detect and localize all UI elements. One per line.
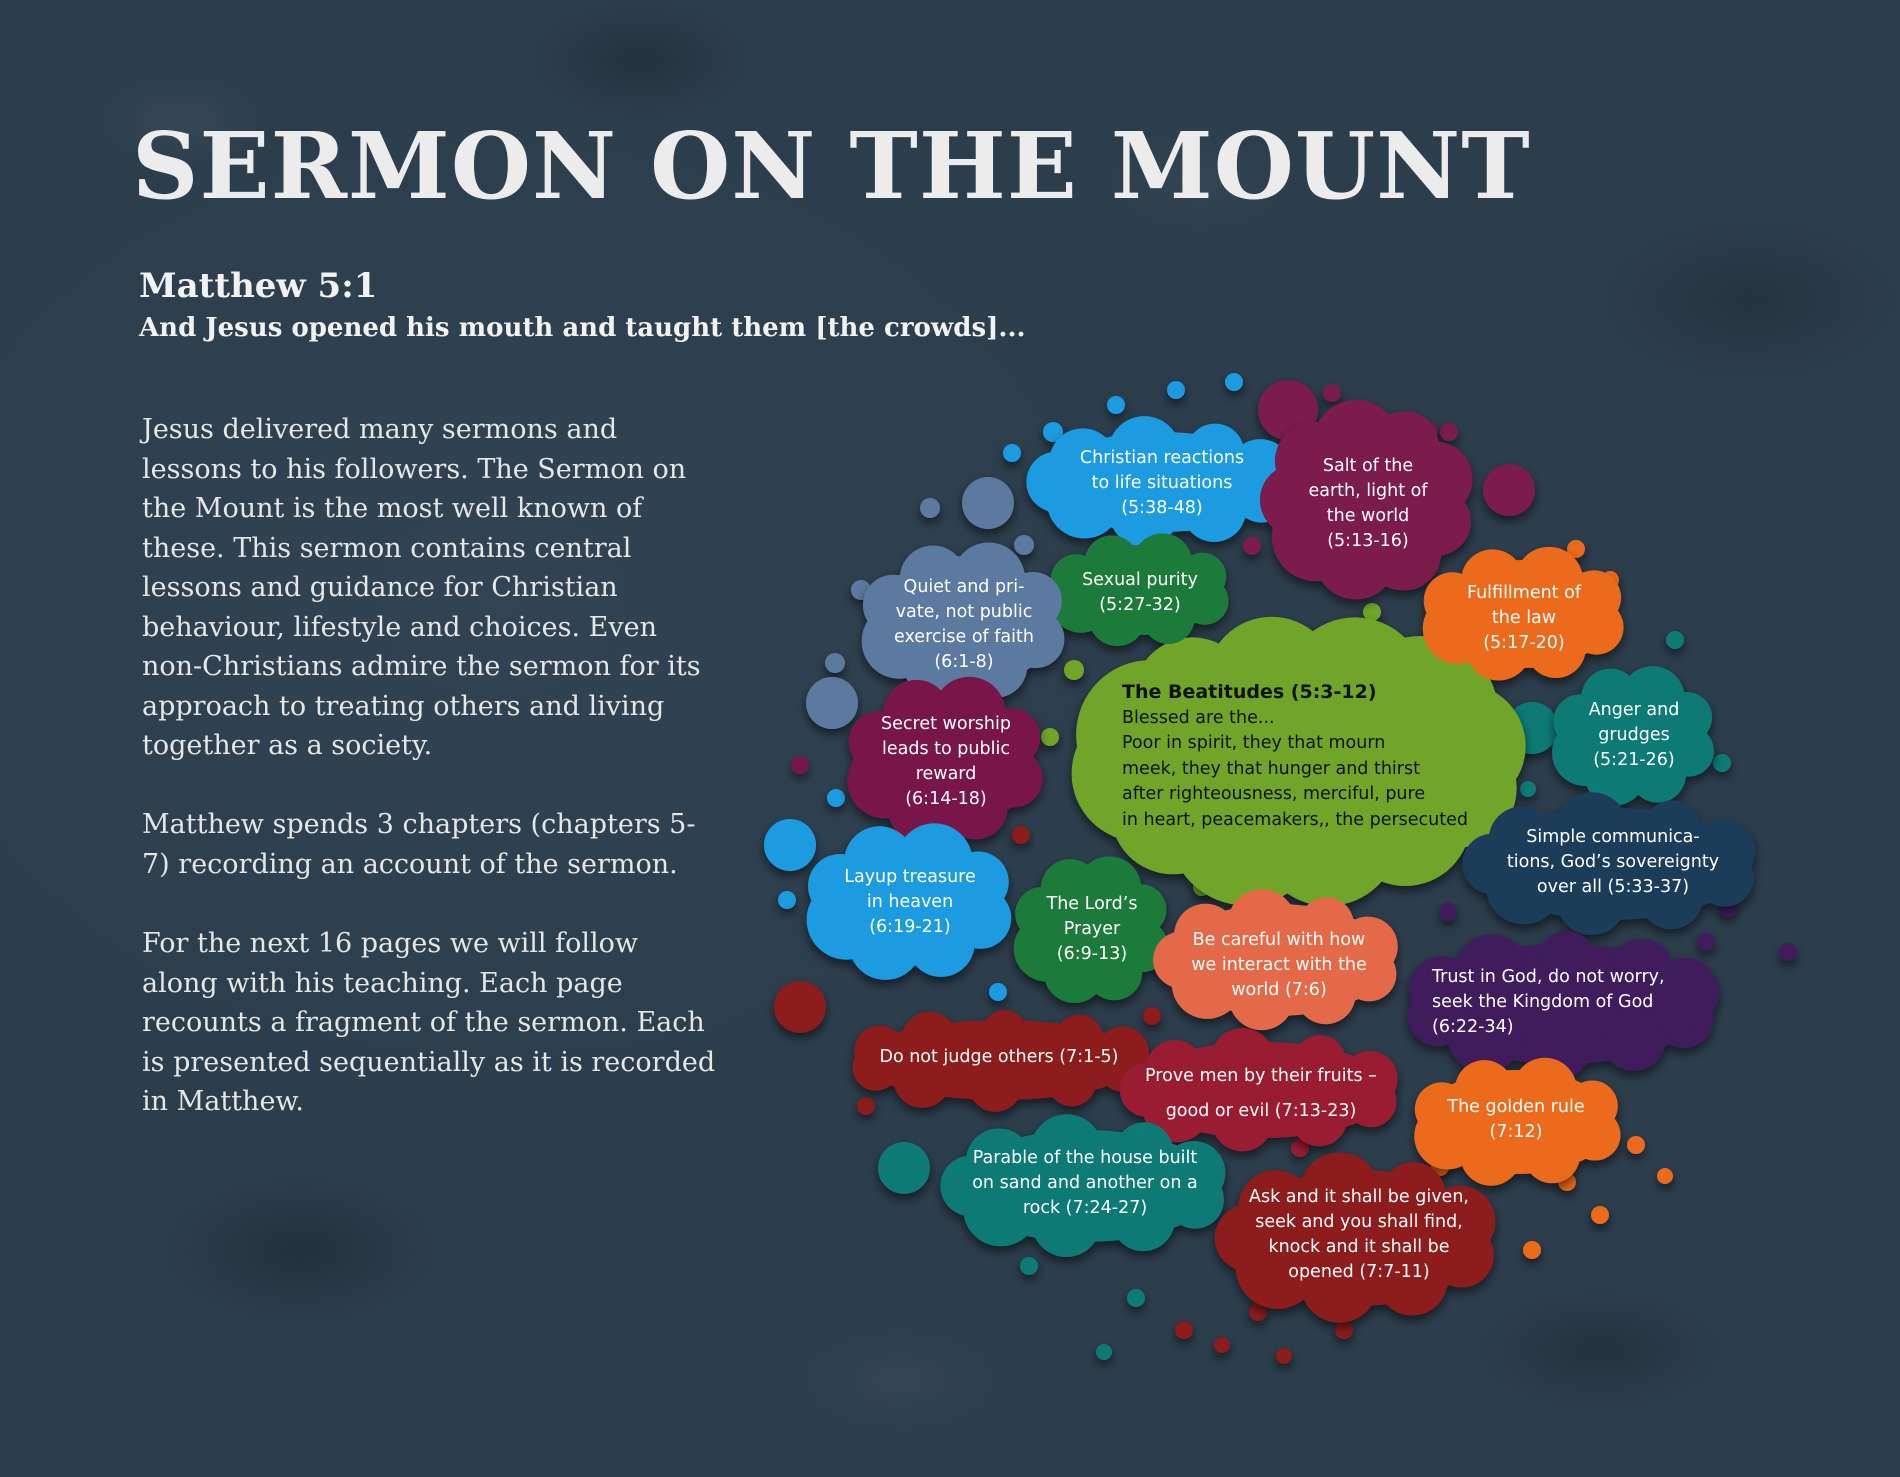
decorative-dot: [1127, 1289, 1145, 1307]
bubble-simple-communications: [1478, 825, 1748, 900]
decorative-dot: [1020, 1257, 1038, 1275]
bubble-fulfillment-law: [1440, 581, 1608, 656]
scripture-reference: Matthew 5:1: [139, 266, 378, 306]
decorative-dot: [1440, 423, 1458, 441]
bubble-line: in heaven: [866, 892, 954, 912]
decorative-dot: [1096, 1344, 1112, 1360]
decorative-dot: [1167, 381, 1185, 399]
bubble-line: Layup treasure: [844, 867, 976, 887]
beatitudes-line: Poor in spirit, they that mourn: [1122, 733, 1386, 753]
decorative-dot: [778, 891, 796, 909]
beatitudes-title: The Beatitudes (5:3-12): [1122, 681, 1377, 703]
bubble-line: (5:27-32): [1099, 595, 1181, 615]
bubble-line: exercise of faith: [894, 627, 1034, 647]
bubble-line: the law: [1491, 608, 1557, 628]
bubble-line: Secret worship: [881, 714, 1011, 734]
bubble-line: to life situations: [1091, 473, 1233, 493]
page-title: SERMON ON THE MOUNT: [132, 112, 1531, 220]
bubble-line: earth, light of: [1308, 481, 1428, 501]
decorative-dot: [962, 477, 1014, 529]
decorative-dot: [920, 498, 940, 518]
decorative-dot: [1276, 1348, 1292, 1364]
bubble-line: (6:9-13): [1056, 944, 1128, 964]
beatitudes-line: after righteousness, merciful, pure: [1122, 784, 1426, 804]
bubble-quiet-private: [876, 575, 1052, 675]
beatitudes-line: in heart, peacemakers,, the persecuted: [1122, 809, 1469, 830]
bubble-salt-light: [1282, 454, 1454, 554]
decorative-dot: [774, 981, 826, 1033]
bubble-line: (6:1-8): [934, 652, 994, 672]
decorative-dot: [1175, 1321, 1193, 1339]
bubble-line: world (7:6): [1231, 980, 1327, 1000]
decorative-dot: [1779, 943, 1797, 961]
decorative-dot: [1064, 660, 1084, 680]
bubble-ask-given: [1234, 1185, 1484, 1285]
decorative-dot: [1335, 1321, 1353, 1339]
bubble-line: Simple communica-: [1526, 827, 1700, 847]
decorative-dot: [1323, 384, 1341, 402]
bubble-line: seek and you shall find,: [1255, 1212, 1463, 1232]
decorative-dot: [1697, 933, 1715, 951]
decorative-dot: [791, 756, 809, 774]
bubble-line: good or evil (7:13-23): [1165, 1101, 1357, 1121]
decorative-dot: [1483, 464, 1535, 516]
decorative-dot: [1523, 1241, 1541, 1259]
bubble-line: tions, God’s sovereignty: [1506, 852, 1720, 872]
bubble-line: over all (5:33-37): [1536, 877, 1690, 897]
bubble-do-not-judge: [872, 1045, 1126, 1070]
bubble-line: Trust in God, do not worry,: [1432, 967, 1665, 987]
bubble-line: (5:21-26): [1593, 750, 1675, 770]
bubble-parable-house: [960, 1146, 1210, 1221]
beatitudes-text: [1122, 680, 1482, 833]
bubble-be-careful: [1174, 928, 1384, 1003]
chapters-paragraph: Matthew spends 3 chapters (chapters 5-7) recording an account of the sermon.: [142, 809, 696, 880]
bubble-line: opened (7:7-11): [1288, 1262, 1430, 1282]
next-pages-paragraph: For the next 16 pages we will follow along with his teaching. Each page recounts a fragment of the sermon. Each is presented sequentially as it is recorded in Matthew.: [142, 928, 716, 1117]
bubble-line: (6:19-21): [869, 917, 951, 937]
bubble-secret-worship: [862, 712, 1030, 812]
decorative-dot: [1003, 444, 1021, 462]
bubble-line: Parable of the house built: [972, 1148, 1198, 1168]
decorative-dot: [1041, 728, 1059, 746]
decorative-dot: [857, 1097, 875, 1115]
decorative-dot: [1520, 781, 1536, 797]
bubble-line: Sexual purity: [1082, 570, 1198, 590]
bubble-line: (5:13-16): [1327, 531, 1409, 551]
bubble-layup-treasure: [820, 865, 1000, 940]
decorative-dot: [1012, 826, 1030, 844]
bubble-line: Prove men by their fruits –: [1145, 1066, 1377, 1086]
beatitudes-line: Blessed are the...: [1122, 707, 1275, 728]
bubble-line: (6:14-18): [905, 789, 987, 809]
decorative-dot: [1591, 1206, 1609, 1224]
decorative-dot: [1214, 1337, 1230, 1353]
bubble-line: knock and it shall be: [1268, 1237, 1450, 1257]
decorative-dot: [1666, 631, 1684, 649]
decorative-dot: [825, 653, 845, 673]
bubble-line: Christian reactions: [1079, 448, 1245, 468]
bubble-line: reward: [915, 764, 977, 784]
bubble-line: Fulfillment of: [1466, 583, 1581, 603]
bubble-line: (6:22-34): [1432, 1017, 1514, 1037]
decorative-dot: [1243, 537, 1261, 555]
bubble-prove-men: [1136, 1059, 1386, 1129]
bubble-line: Quiet and pri-: [903, 577, 1025, 597]
decorative-dot: [878, 1142, 930, 1194]
decorative-dot: [1014, 535, 1034, 555]
bubble-line: (5:38-48): [1121, 498, 1203, 518]
bubble-line: vate, not public: [895, 602, 1033, 622]
bubble-line: (5:17-20): [1483, 633, 1565, 653]
bubble-line: Ask and it shall be given,: [1249, 1187, 1469, 1207]
decorative-dot: [806, 677, 858, 729]
bubble-lords-prayer: [1032, 892, 1152, 967]
intro-paragraph: Jesus delivered many sermons and lessons to his followers. The Sermon on the Mount is the most well known of these. This sermon contains central lessons and guidance for Christian behaviour, lifestyle and choices. Even non-Christians admire the sermon for its approach to treating others and living together as a society.: [142, 414, 701, 761]
bubble-line: rock (7:24-27): [1022, 1198, 1148, 1218]
bubble-line: Do not judge others (7:1-5): [879, 1047, 1119, 1067]
bubble-sexual-purity: [1064, 568, 1216, 618]
bubble-line: Prayer: [1063, 919, 1121, 939]
decorative-dot: [1439, 903, 1457, 921]
bubble-trust-in-god: [1432, 965, 1682, 1040]
bubble-line: (7:12): [1489, 1122, 1543, 1142]
beatitudes-line: meek, they that hunger and thirst: [1122, 758, 1420, 779]
decorative-dot: [989, 983, 1007, 1001]
bubble-line: we interact with the: [1191, 955, 1367, 975]
bubble-anger-grudges: [1566, 698, 1702, 773]
bubble-christian-reactions: [1046, 446, 1278, 521]
decorative-dot: [1713, 754, 1731, 772]
decorative-dot: [1107, 396, 1125, 414]
bubble-line: grudges: [1598, 725, 1670, 745]
decorative-dot: [764, 819, 816, 871]
bubble-line: Salt of the: [1322, 456, 1414, 476]
bubble-line: Anger and: [1588, 700, 1680, 720]
decorative-dot: [827, 789, 845, 807]
bubble-line: on sand and another on a: [972, 1173, 1198, 1193]
decorative-dot: [1657, 1168, 1673, 1184]
decorative-dot: [1627, 1136, 1645, 1154]
bubble-line: The Lord’s: [1046, 894, 1138, 914]
bubble-line: The golden rule: [1447, 1097, 1585, 1117]
bubble-line: seek the Kingdom of God: [1432, 992, 1654, 1012]
bubble-line: the world: [1326, 506, 1410, 526]
decorative-dot: [1225, 373, 1243, 391]
bubble-line: leads to public: [882, 739, 1010, 759]
scripture-quote: And Jesus opened his mouth and taught them [the crowds]...: [139, 313, 1026, 343]
decorative-dot: [1143, 1007, 1161, 1025]
bubble-golden-rule: [1426, 1095, 1606, 1145]
bubble-line: Be careful with how: [1192, 930, 1366, 950]
